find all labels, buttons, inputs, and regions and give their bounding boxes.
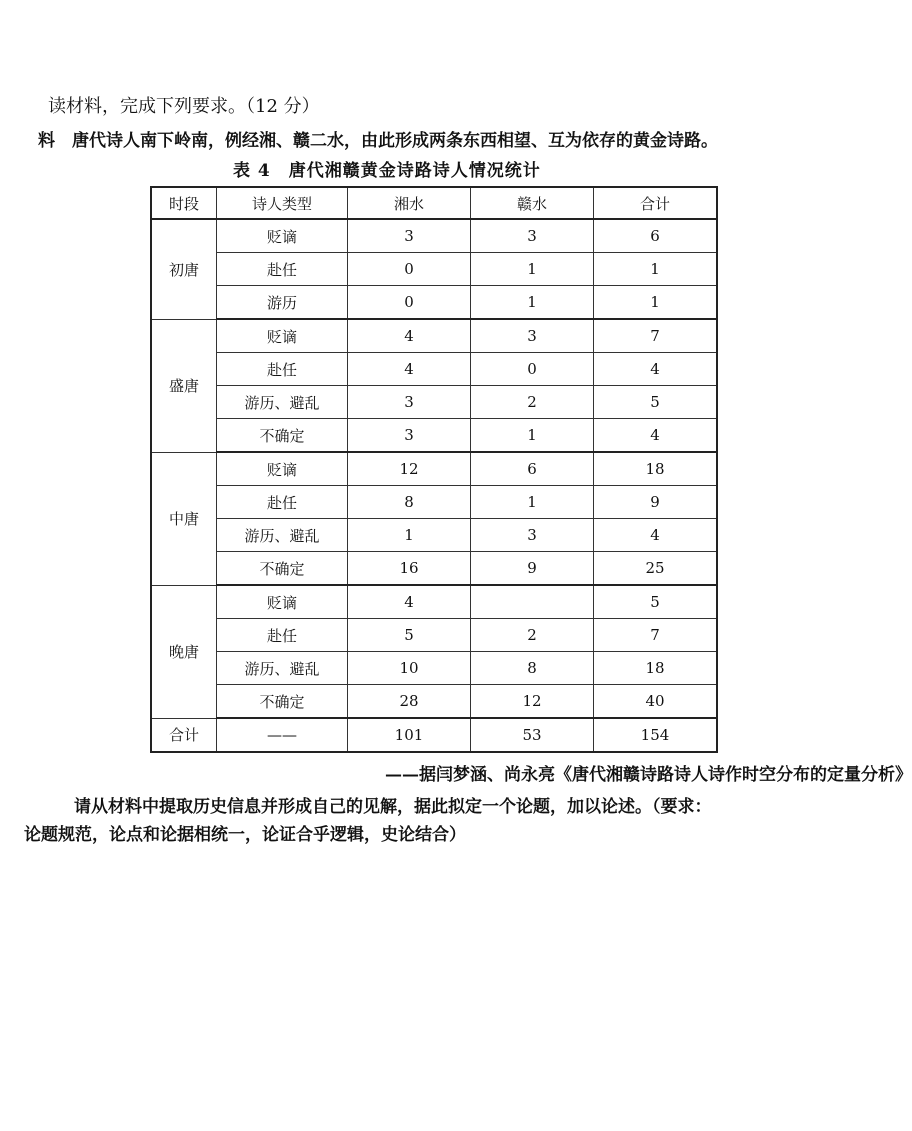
poet-type-cell: 贬谪 — [217, 585, 348, 619]
xiang-cell: 10 — [348, 652, 471, 685]
gan-cell: 6 — [471, 452, 594, 486]
poet-type-cell: 贬谪 — [217, 219, 348, 253]
total-label-cell: 合计 — [151, 718, 217, 752]
poet-type-cell: 赴任 — [217, 486, 348, 519]
total-cell: 6 — [594, 219, 718, 253]
gan-cell: 9 — [471, 552, 594, 586]
table-row — [151, 319, 717, 353]
total-cell: 4 — [594, 519, 718, 552]
header-total: 合计 — [594, 187, 718, 219]
total-cell: 25 — [594, 552, 718, 586]
poet-type-cell: 不确定 — [217, 552, 348, 586]
total-cell: 40 — [594, 685, 718, 719]
gan-cell: 2 — [471, 619, 594, 652]
gan-cell: 2 — [471, 386, 594, 419]
gan-cell: 3 — [471, 519, 594, 552]
table-row — [151, 519, 717, 552]
table-row — [151, 253, 717, 286]
total-cell: 5 — [594, 585, 718, 619]
gan-cell: 12 — [471, 685, 594, 719]
gan-cell: 1 — [471, 253, 594, 286]
header-xiang-river: 湘水 — [348, 187, 471, 219]
poet-type-cell: 游历、避乱 — [217, 386, 348, 419]
xiang-cell: 16 — [348, 552, 471, 586]
total-cell: 5 — [594, 386, 718, 419]
gan-cell: 3 — [471, 319, 594, 353]
gan-cell: 1 — [471, 486, 594, 519]
xiang-cell: 4 — [348, 585, 471, 619]
era-cell: 中唐 — [151, 452, 217, 585]
poet-type-cell: 游历 — [217, 286, 348, 320]
task-line-1: 请从材料中提取历史信息并形成自己的见解，据此拟定一个论题，加以论述。（要求： — [74, 797, 712, 817]
grand-total-cell: 154 — [594, 718, 718, 752]
poet-statistics-table — [150, 186, 718, 753]
total-cell: 18 — [594, 452, 718, 486]
total-type-cell: —— — [217, 718, 348, 752]
table-row — [151, 286, 717, 320]
table-row — [151, 219, 717, 253]
table-row — [151, 353, 717, 386]
header-gan-river: 赣水 — [471, 187, 594, 219]
poet-type-cell: 赴任 — [217, 353, 348, 386]
xiang-cell: 3 — [348, 219, 471, 253]
table-row — [151, 419, 717, 453]
total-xiang-cell: 101 — [348, 718, 471, 752]
table-body — [151, 219, 717, 752]
poet-type-cell: 游历、避乱 — [217, 519, 348, 552]
table-row — [151, 552, 717, 586]
table-total-row — [151, 718, 717, 752]
total-cell: 7 — [594, 619, 718, 652]
intro-text: 读材料，完成下列要求。（12 分） — [48, 96, 320, 117]
task-line-2: 论题规范，论点和论据相统一，论证合乎逻辑，史论结合） — [24, 825, 466, 845]
poet-type-cell: 赴任 — [217, 619, 348, 652]
poet-type-cell: 赴任 — [217, 253, 348, 286]
xiang-cell: 12 — [348, 452, 471, 486]
table-row — [151, 685, 717, 719]
total-cell: 18 — [594, 652, 718, 685]
total-cell: 4 — [594, 419, 718, 453]
gan-cell: 3 — [471, 219, 594, 253]
xiang-cell: 5 — [348, 619, 471, 652]
gan-cell: 1 — [471, 286, 594, 320]
poet-type-cell: 游历、避乱 — [217, 652, 348, 685]
gan-cell: 8 — [471, 652, 594, 685]
gan-cell — [471, 585, 594, 619]
table-row — [151, 452, 717, 486]
header-period: 时段 — [151, 187, 217, 219]
era-cell: 初唐 — [151, 219, 217, 319]
table-header-row — [151, 187, 717, 219]
xiang-cell: 0 — [348, 253, 471, 286]
poet-type-cell: 不确定 — [217, 419, 348, 453]
table-row — [151, 652, 717, 685]
xiang-cell: 1 — [348, 519, 471, 552]
gan-cell: 0 — [471, 353, 594, 386]
header-poet-type: 诗人类型 — [217, 187, 348, 219]
total-cell: 9 — [594, 486, 718, 519]
total-cell: 1 — [594, 286, 718, 320]
xiang-cell: 4 — [348, 353, 471, 386]
total-cell: 7 — [594, 319, 718, 353]
source-citation: ——据闫梦涵、尚永亮《唐代湘赣诗路诗人诗作时空分布的定量分析》 — [385, 765, 912, 785]
xiang-cell: 4 — [348, 319, 471, 353]
xiang-cell: 0 — [348, 286, 471, 320]
poet-type-cell: 不确定 — [217, 685, 348, 719]
era-cell: 盛唐 — [151, 319, 217, 452]
xiang-cell: 8 — [348, 486, 471, 519]
era-cell: 晚唐 — [151, 585, 217, 718]
xiang-cell: 3 — [348, 386, 471, 419]
material-text: 料 唐代诗人南下岭南，例经湘、赣二水，由此形成两条东西相望、互为依存的黄金诗路。 — [38, 131, 718, 151]
xiang-cell: 3 — [348, 419, 471, 453]
table-row — [151, 486, 717, 519]
total-cell: 4 — [594, 353, 718, 386]
table-row — [151, 386, 717, 419]
total-gan-cell: 53 — [471, 718, 594, 752]
poet-type-cell: 贬谪 — [217, 452, 348, 486]
poet-type-cell: 贬谪 — [217, 319, 348, 353]
gan-cell: 1 — [471, 419, 594, 453]
xiang-cell: 28 — [348, 685, 471, 719]
table-caption: 表 4 唐代湘赣黄金诗路诗人情况统计 — [233, 161, 541, 181]
table-row — [151, 619, 717, 652]
table-row — [151, 585, 717, 619]
total-cell: 1 — [594, 253, 718, 286]
